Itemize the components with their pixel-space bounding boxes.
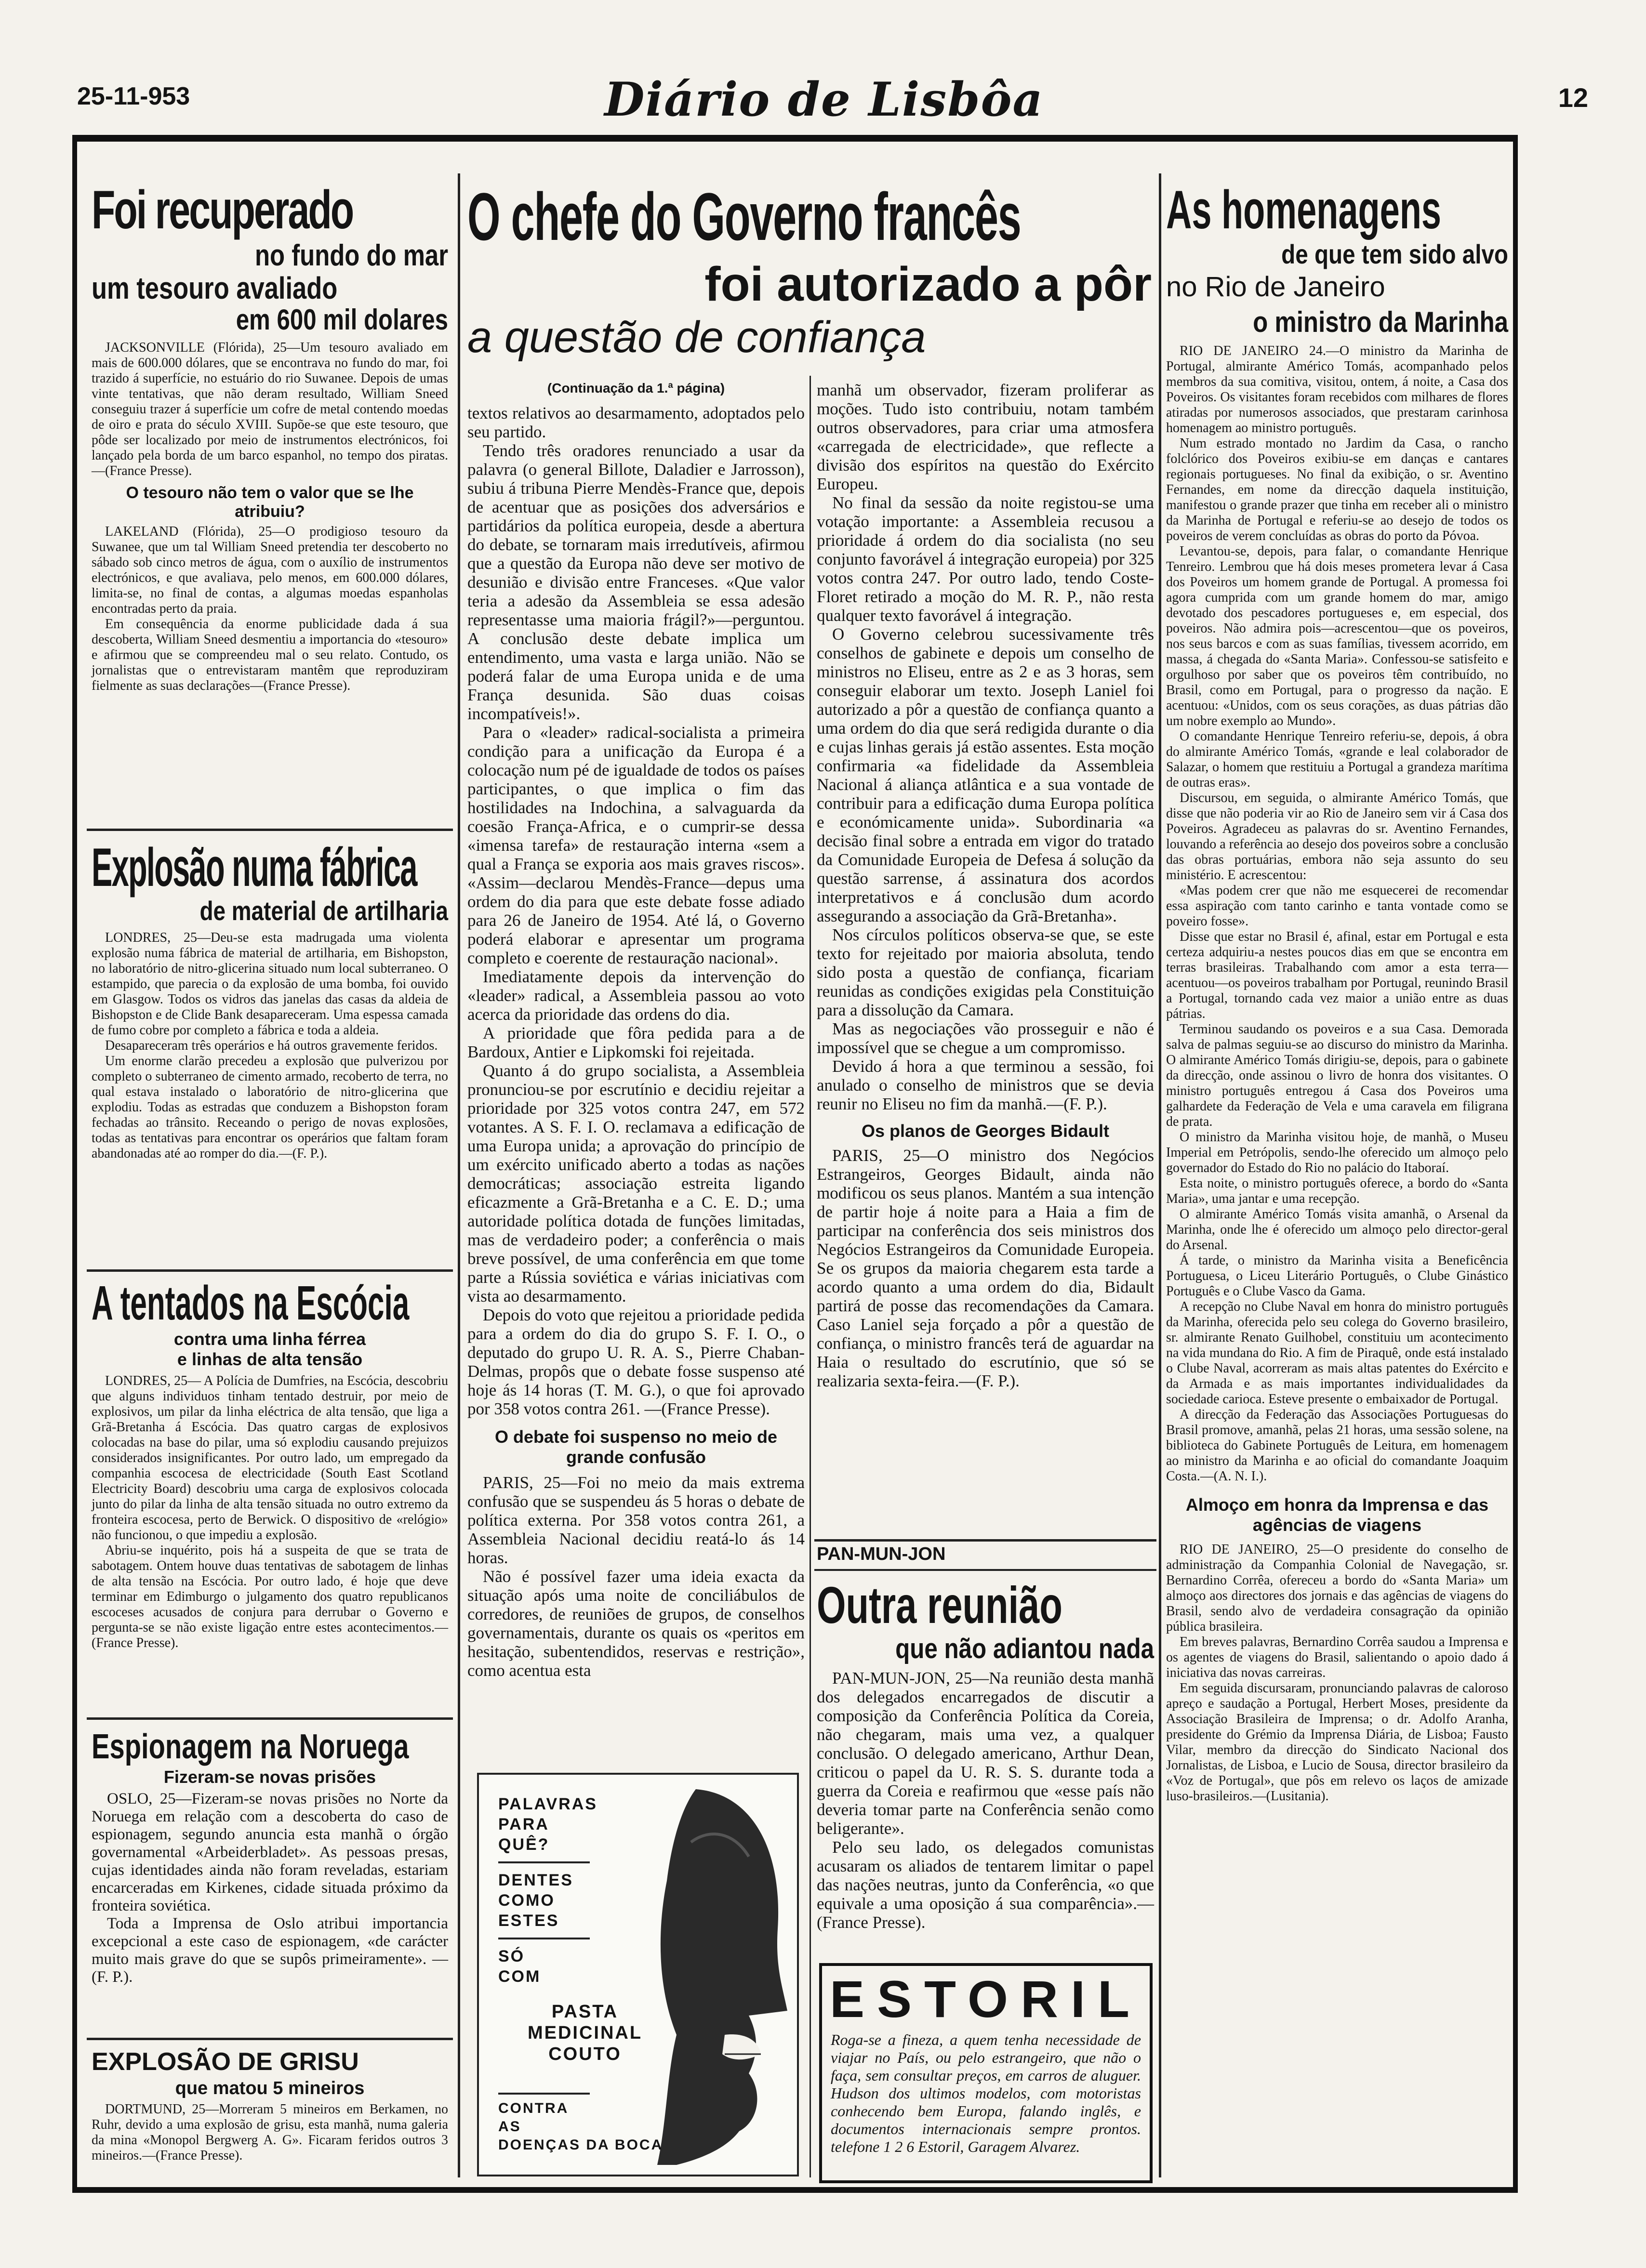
paragraph: Desapareceram três operários e há outros gravemente feridos.	[105, 1038, 438, 1053]
article-body	[467, 404, 805, 1418]
paragraph: Discursou, em seguida, o almirante Américo Tomás, que disse que não poderia vir ao Rio de Janeiro sem vir á Casa dos Poveiros. Agradeceu as palavras do sr. Aventino Fernandes, louvando a referência ao desejo dos poveiros sobre a conclusão das obras portuárias, embora não seja assunto do seu ministério. E acrescentou:	[1166, 791, 1508, 883]
ad-line: CONTRA	[498, 2100, 569, 2116]
headline-line2: que matou 5 mineiros	[175, 2078, 365, 2098]
column-separator	[1159, 173, 1161, 2177]
paragraph: Levantou-se, depois, para falar, o comandante Henrique Tenreiro. Lembrou que há dois meses prometera levar á Casa dos Poveiros um homem grande de Portugal. A promessa foi agora cumprida com um grande homem do mar, amigo devotado dos pescadores portugueses e, em especial, dos poveiros. Não admira pois—acrescentou—que os poveiros, nos seus barcos e com as suas famílias, tivessem acorrido, em massa, á chegada do «Santa Maria». Confessou-se satisfeito e orgulhoso por saber que os poveiros têm contribuído, no Brasil, como em Portugal, para o progresso da nação. E acentuou: «Unidos, com os seus corações, as duas pátrias dão um nobre exemplo ao Mundo».	[1166, 544, 1508, 728]
bottom-rule	[72, 2187, 1518, 2193]
article-body	[92, 524, 448, 694]
ad-footer-block	[498, 2093, 663, 2154]
ad-rule	[498, 2093, 590, 2095]
story-divider	[87, 829, 453, 831]
story-panmunjon	[817, 1544, 1154, 1932]
paragraph: O ministro da Marinha visitou hoje, de manhã, o Museu Imperial em Petrópolis, sendo-lhe oferecido um almoço pelo governador do Estado do Rio no palácio do Itaboraí.	[1166, 1130, 1508, 1175]
paragraph: Não é possível fazer uma ideia exacta da situação após uma noite de conciliábulos de corredores, de reuniões de grupos, de conselhos governamentais, durante os quais os «peritos em hesitação, subentendidos, reservas e restrição», como acentua esta	[467, 1567, 805, 1680]
paragraph: O almirante Américo Tomás visita amanhã, o Arsenal da Marinha, onde lhe é oferecido um almoço pelo director-geral do Arsenal.	[1166, 1207, 1508, 1253]
paragraph: Em breves palavras, Bernardino Corrêa saudou a Imprensa e os agentes de viagens do Brasil, salientando o apoio dado á iniciativa das novas carreiras.	[1166, 1635, 1508, 1680]
headline: EXPLOSÃO DE GRISU	[92, 2048, 359, 2076]
paragraph: No final da sessão da noite registou-se uma votação importante: a Assembleia recusou a prioridade á ordem do dia socialista (no seu conjunto favorável á integração europeia) por 325 votos contra 247. Por outro lado, tendo Coste-Floret retirado a moção do M. R. P., não resta qualquer texto favorável á integração.	[817, 493, 1154, 625]
headline-line2: de que tem sido alvo	[1281, 239, 1508, 269]
story-scotland	[92, 1276, 448, 1651]
ad-line: PARA	[498, 1815, 549, 1833]
article-body	[92, 930, 448, 1161]
dateline-label: PAN-MUN-JON	[817, 1544, 946, 1564]
paragraph: Disse que estar no Brasil é, afinal, estar em Portugal e esta certeza adquiriu-a nestes poucos dias em que se encontra em terras brasileiras. Trabalhando com amor a esta terra—acentuou—os poveiros trabalham por Portugal, reunindo Brasil a Portugal, tornando cada vez maior a união entre as duas pátrias.	[1166, 929, 1508, 1021]
paragraph: Em consequência da enorme publicidade dada á sua descoberta, William Sneed desmentiu a importancia do «tesouro» e afirmou que se compreendeu mal o seu relato. Contudo, os jornalistas que o entrevistaram mantêm que reproduziram fielmente as suas declarações—(France Presse).	[92, 617, 448, 693]
ad-text-block	[498, 1794, 597, 1987]
story-homenagens	[1166, 180, 1508, 1804]
top-rule	[72, 135, 1518, 142]
article-body	[817, 381, 1154, 1113]
ad-line: QUÊ?	[498, 1835, 550, 1854]
issue-date: 25-11-953	[77, 82, 190, 110]
paragraph: Em seguida discursaram, pronunciando palavras de caloroso apreço e saudação a Portugal, Herbert Moses, presidente da Associação Brasileira de Imprensa; o dr. Adolfo Aranha, presidente do Grémio da Imprensa Diária, de Lisboa; Fausto Vilar, membro da direcção do Sindicato Nacional dos Jornalistas, de Lisboa, e Lucio de Sousa, director brasileiro da «Voz de Portugal», que pôs em relevo os laços de amizade luso-brasileiros.—(Lusitania).	[1166, 1681, 1508, 1804]
main-column-b	[817, 381, 1154, 1390]
paragraph: Num estrado montado no Jardim da Casa, o rancho folclórico dos Poveiros exibiu-se em danças e cantares regionais portugueses. No final da exibição, o sr. Aventino Fernandes, em nome da direcção daquela instituição, manifestou o grande prazer que tinha em receber ali o ministro da Marinha de Portugal e referiu-se ao desejo de todos os poveiros de verem concluídas as obras do porto da Póvoa.	[1166, 436, 1508, 543]
paragraph: PAN-MUN-JON, 25—Na reunião desta manhã dos delegados encarregados de discutir a composição da Conferência Política da Coreia, não chegaram, mais uma vez, a qualquer conclusão. O delegado americano, Arthur Dean, criticou o papel da U. R. S. S. durante toda a guerra da Coreia e reafirmou que «esse país não deveria tomar parte na Conferência senão como beligerante».	[817, 1669, 1154, 1838]
headline: As homenagens	[1166, 180, 1441, 240]
headline-line3: no Rio de Janeiro	[1166, 271, 1385, 303]
subheading: Os planos de Georges Bidault	[861, 1121, 1110, 1141]
ad-line: COMO	[498, 1891, 555, 1910]
ad-line: SÓ	[498, 1947, 525, 1965]
toothpaste-advertisement	[477, 1773, 799, 2176]
paragraph: Á tarde, o ministro da Marinha visita a Beneficência Portuguesa, o Liceu Literário Português, o Clube Ginástico Português e o Clube Vasco da Gama.	[1166, 1253, 1508, 1299]
right-frame	[1513, 135, 1518, 2193]
paragraph: textos relativos ao desarmamento, adoptados pelo seu partido.	[467, 404, 805, 441]
headline-line3: e linhas de alta tensão	[177, 1349, 363, 1369]
headline: A tentados na Escócia	[92, 1276, 410, 1330]
paragraph: Mas as negociações vão prosseguir e não é impossível que se chegue a um compromisso.	[817, 1019, 1154, 1057]
paragraph: OSLO, 25—Fizeram-se novas prisões no Norte da Noruega em relação com a descoberta do caso de espionagem, segundo anuncia esta manhã o órgão governamental «Arbeiderbladet». As pessoas presas, cujas identidades ainda não foram reveladas, estariam encarceradas em Kirkenes, cidade situada próximo da fronteira soviética.	[92, 1790, 448, 1914]
ad-line: AS	[498, 2119, 521, 2135]
newspaper-title: Diário de Lisbôa	[604, 72, 1044, 127]
paragraph: «Mas podem crer que não me esquecerei de recomendar essa aspiração com tanto carinho e tanta vontade como se poveiro fosse».	[1166, 883, 1508, 929]
paragraph: manhã um observador, fizeram proliferar as moções. Tudo isto contribuiu, notam também outros observadores, para criar uma atmosfera «carregada de electricidade», que reflecte a divisão dos espíritos na questão do Exército Europeu.	[817, 381, 1154, 493]
paragraph: JACKSONVILLE (Flórida), 25—Um tesouro avaliado em mais de 600.000 dólares, que se encontrava no fundo do mar, foi trazido á superfície, no estuário do rio Suwanee. Depois de umas vinte tentativas, que não deram resultado, William Sneed conseguiu trazer á superfície um cofre de metal contendo moedas de oiro e prata do século XVIII. Supõe-se que este tesouro, que pôde ser localizado por meio de instrumentos electrónicos, foi lançado pela borda de um barco espanhol, no tempo dos piratas.—(France Presse).	[92, 340, 448, 478]
paragraph: Terminou saudando os poveiros e a sua Casa. Demorada salva de palmas seguiu-se ao discurso do ministro da Marinha. O almirante Américo Tomás dirigiu-se, depois, para o gabinete da direcção, onde assinou o livro de honra dos visitantes. O ministro português entregou á Casa dos Poveiros uma galhardete da Federação de Vela e uma caravela em filigrana de prata.	[1166, 1022, 1508, 1129]
paragraph: Nos círculos políticos observa-se que, se este texto for rejeitado por maioria absoluta, tendo sido posta a questão de confiança, ficariam reunidas as condições exigidas pela Constituição para a dissolução da Camara.	[817, 925, 1154, 1019]
article-body	[817, 1669, 1154, 1932]
paragraph: O comandante Henrique Tenreiro referiu-se, depois, á obra do almirante Américo Tomás, «grande e leal colaborador de Salazar, o homem que restituiu a Portugal a grandeza marítima de outras eras».	[1166, 729, 1508, 790]
ad-line: DENTES	[498, 1871, 573, 1889]
ad-line: COM	[498, 1967, 541, 1986]
headline-line3: um tesouro avaliado	[92, 271, 338, 305]
main-headline-line3: a questão de confiança	[467, 313, 926, 362]
article-body	[1166, 1542, 1508, 1804]
main-headline: O chefe do Governo francês	[467, 179, 1021, 254]
headline: Foi recuperado	[92, 180, 353, 240]
continuation-note: (Continuação da 1.ª página)	[547, 381, 725, 396]
article-body	[92, 2102, 448, 2163]
ad-rule	[498, 1938, 590, 1939]
subheading: O debate foi suspenso no meio de grande confusão	[494, 1427, 778, 1467]
paragraph: Para o «leader» radical-socialista a primeira condição para a unificação da Europa é a colocação num pé de igualdade de todos os países participantes, o que implica o fim das hostilidades na Indochina, a salvaguarda da coesão França-Africa, e o cumprir-se dessa «imensa tarefa» de restauração interna «sem a qual a França se exporia aos mais graves riscos». «Assim—declarou Mendès-France—depus uma ordem do dia para que este debate fosse adiado para 26 de Janeiro de 1954. Até lá, o Governo poderá elaborar e apresentar um programa completo e coerente de restauração nacional».	[467, 723, 805, 967]
subheading: O tesouro não tem o valor que se lhe atribuiu?	[126, 484, 414, 521]
paragraph: O Governo celebrou sucessivamente três conselhos de gabinete e depois um conselho de ministros no Eliseu, entre as 2 e as 3 horas, sem conseguir elaborar um texto. Joseph Laniel foi autorizado a pôr a questão de confiança quanto a uma ordem do dia que será redigida durante o dia e cujas linhas gerais já estão assentes. Esta moção confirmaria «a fidelidade da Assembleia Nacional á aliança atlântica e a sua vontade de contribuir para a edificação duma Europa política e económicamente unida». Subordinaria «a decisão final sobre a entrada em vigor do tratado da Comunidade Europeia de Defesa á solução da questão sarrense, á assinatura dos acordos interpretativos e á conclusão dum acordo assegurando a associação da Grã-Bretanha».	[817, 625, 1154, 925]
column-separator	[810, 376, 811, 2177]
paragraph: Tendo três oradores renunciado a usar da palavra (o general Billote, Daladier e Jarrosson), subiu á tribuna Pierre Mendès-France que, depois de acentuar que as posições dos adversários e partidários da política europeia, desde a abertura do debate, se tornaram mais irredutíveis, afirmou que a questão da Europa não deve ser motivo de desunião e divisão entre Franceses. «Que valor teria a adesão da Assembleia se essa adesão representasse uma maioria frágil?»—perguntou. A conclusão deste debate implica um entendimento, uma vasta e larga união. Não se poderá falar de uma Europa unida e de uma França desunida. São duas coisas incompatíveis!».	[467, 441, 805, 723]
paragraph: Toda a Imprensa de Oslo atribui importancia excepcional a este caso de espionagem, «de carácter muito mais grave do que se supôs primeiramente». —(F. P.).	[92, 1915, 448, 1986]
paragraph: Depois do voto que rejeitou a prioridade pedida para a ordem do dia do grupo S. F. I. O., o deputado do grupo U. R. A. S., Pierre Chaban-Delmas, propôs que o debate fosse suspenso até hoje ás 14 horas (T. M. G.), o que foi aprovado por 358 votos contra 261. —(France Presse).	[467, 1305, 805, 1418]
paragraph: Um enorme clarão precedeu a explosão que pulverizou por completo o subterraneo de cimento armado, recoberto de terra, no qual estava instalado o laboratório de nitro-glicerina que explodiu. Todas as estradas que conduzem a Bishopston foram fechadas ao trânsito. Receando o perigo de novas explosões, todas as tentativas para encontrar os operários que faltam foram abandonadas até ao romper do dia.—(F. P.).	[92, 1054, 448, 1161]
paragraph: Esta noite, o ministro português oferece, a bordo do «Santa Maria», uma jantar e uma recepção.	[1166, 1176, 1508, 1206]
story-norway	[92, 1729, 448, 1986]
ad-line: MEDICINAL	[527, 2023, 643, 2043]
subheading: Almoço em honra da Imprensa e das agências de viagens	[1185, 1495, 1489, 1535]
headline-line2: de material de artilharia	[199, 896, 448, 926]
headline-line2: que não adiantou nada	[895, 1633, 1154, 1664]
paragraph: Imediatamente depois da intervenção do «leader» radical, a Assembleia passou ao voto acerca da prioridade das ordens do dia.	[467, 967, 805, 1024]
label-rule	[814, 1569, 1156, 1571]
main-headline-block	[467, 179, 1152, 363]
ad-line: COUTO	[548, 2044, 622, 2064]
story-explosion	[92, 837, 448, 1161]
ad-line: PASTA	[551, 2002, 619, 2022]
main-headline-line2: foi autorizado a pôr	[704, 257, 1152, 311]
paragraph: RIO DE JANEIRO, 25—O presidente do conselho de administração da Companhia Colonial de Navegação, sr. Bernardino Corrêa, ofereceu a bordo do «Santa Maria» um almoço aos directores dos jornais e das agências de viagens do Brasil, sendo alvo de verdadeira consagração da opinião pública brasileira.	[1166, 1542, 1508, 1634]
headline: Outra reunião	[817, 1576, 1062, 1634]
paragraph: A prioridade que fôra pedida para a de Bardoux, Antier e Lipkomski foi rejeitada.	[467, 1024, 805, 1061]
paragraph: RIO DE JANEIRO 24.—O ministro da Marinha de Portugal, almirante Américo Tomás, acompanhado pelos membros da sua comitiva, visitou, ontem, á noite, a Casa dos Poveiros. Os visitantes foram recebidos com milhares de flores atiradas por numerosos associados, que prestaram carinhosa homenagem ao ministro português.	[1166, 343, 1508, 435]
story-divider	[87, 2038, 453, 2040]
paragraph: A recepção no Clube Naval em honra do ministro português da Marinha, oferecida pelo seu colega do Governo brasileiro, sr. almirante Renato Guilhobel, constituiu um acontecimento na vida mundana do Rio. A fim de Piraquê, onde está instalado o Clube Naval, acorreram as mais altas patentes do Exército e da Armada e as mais importantes individualidades da sociedade carioca. Esteve presente o embaixador de Portugal.	[1166, 1299, 1508, 1407]
paragraph: DORTMUND, 25—Morreram 5 mineiros em Berkamen, no Ruhr, devido a uma explosão de grisu, esta manhã, numa galeria da mina «Monopol Bergwerg A. G». Ficaram feridos outros 3 mineiros.—(France Presse).	[92, 2102, 448, 2163]
ad-product-block	[508, 2001, 662, 2065]
page-number: 12	[1558, 82, 1588, 113]
paragraph: PARIS, 25—O ministro dos Negócios Estrangeiros, Georges Bidault, ainda não modificou os seus planos. Mantém a sua intenção de partir hoje á noite para a Haia a fim de participar na conferência dos seis ministros dos Negócios Estrangeiros da Comunidade Europeia. Se os grupos da maioria chegarem esta tarde a acordo quanto a uma ordem do dia, Bidault partirá de posse das recomendações da Camara. Caso Laniel seja forçado a pôr a questão de confiança, o ministro francês terá de aguardar na Haia o resultado do escrutínio, que só se realizaria sexta-feira.—(F. P.).	[817, 1146, 1154, 1390]
headline-line2: contra uma linha férrea	[173, 1329, 366, 1349]
estoril-text: Roga-se a fineza, a quem tenha necessidade de viajar no País, ou pelo estrangeiro, que não o faça, sem consultar preços, em carros de aluguer. Hudson dos ultimos modelos, com motoristas conhecendo bem Europa, falando inglês, e documentos internacionais sempre prontos. telefone 1 2 6 Estoril, Garagem Alvarez.	[831, 2031, 1141, 2155]
story-divider	[87, 1717, 453, 1720]
article-body	[467, 1473, 805, 1680]
story-grisu	[92, 2047, 448, 2163]
ad-rule	[498, 1861, 590, 1863]
story-divider	[87, 1269, 453, 1272]
ad-line: ESTES	[498, 1912, 559, 1930]
paragraph: LONDRES, 25—Deu-se esta madrugada uma violenta explosão numa fábrica de material de artilharia, em Bishopston, no laboratório de nitro-glicerina situado num local subterraneo. O estampido, que parecia o da explosão de uma bomba, foi ouvido em Glasgow. Todos os vidros das janelas das casas da aldeia de Bishopston e de Clide Bank desapareceram. Uma espessa camada de fumo cobre por completo a fábrica e toda a aldeia.	[92, 930, 448, 1038]
estoril-title: ESTORIL	[829, 1970, 1142, 2028]
main-column-a	[467, 381, 805, 1680]
paragraph: Devido á hora a que terminou a sessão, foi anulado o conselho de ministros que se devia reunir no Eliseu no fim da manhã.—(F. P.).	[817, 1057, 1154, 1113]
headline-line2: Fizeram-se novas prisões	[163, 1767, 376, 1787]
estoril-notice	[819, 1963, 1153, 2183]
left-frame	[72, 135, 77, 2193]
article-body	[92, 1373, 448, 1651]
headline: Explosão numa fábrica	[92, 837, 417, 897]
paragraph: A direcção da Federação das Associações Portuguesas do Brasil promove, amanhã, pelas 21 horas, uma sessão solene, na biblioteca do Gabinete Português de Leitura, em homenagem ao ministro da Marinha e ao oficial do comandante Joaquim Costa.—(A. N. I.).	[1166, 1407, 1508, 1484]
column-separator	[458, 173, 460, 2177]
paragraph: Pelo seu lado, os delegados comunistas acusaram os aliados de tentarem limitar o papel das nações neutras, junto da Conferência, «o que equivale a uma oposição á sua comparência».—(France Presse).	[817, 1838, 1154, 1932]
headline-line4: o ministro da Marinha	[1253, 306, 1508, 338]
story-treasure	[92, 180, 448, 694]
paragraph: Abriu-se inquérito, pois há a suspeita de que se trata de sabotagem. Ontem houve duas tentativas de sabotagem de linhas de alta tensão na Escócia. Por outro lado, é hoje que deve terminar em Edimburgo o julgamento dos quatro republicanos escoceses acusados de conjura para derrubar o Governo e pergunta-se se não existe ligação entre estes acontecimentos.—(France Presse).	[92, 1543, 448, 1650]
paragraph: LONDRES, 25— A Polícia de Dumfries, na Escócia, descobriu que alguns individuos tinham tentado destruir, por meio de explosivos, um pilar da linha eléctrica de alta tensão, que liga a Grã-Bretanha á Escócia. Das quatro cargas de explosivos colocadas na base do pilar, uma só explodiu causando prejuizos considerados insignificantes. Por outro lado, um empregado da companhia escocesa de electricidade (South East Scotland Electricity Board) descobriu uma carga de explosivos colocada junto do pilar da linha de alta tensão situada no outro extremo da fronteira escocesa, perto de Berwick. O dispositivo de «relógio» não funcionou, o que impediu a explosão.	[92, 1373, 448, 1543]
article-body	[1166, 343, 1508, 1484]
ad-line: PALAVRAS	[498, 1795, 597, 1813]
headline-line4: em 600 mil dolares	[236, 303, 448, 336]
headline-line2: no fundo do mar	[254, 239, 448, 272]
article-body	[92, 1790, 448, 1986]
article-body	[817, 1146, 1154, 1390]
headline: Espionagem na Noruega	[92, 1727, 409, 1766]
story-divider	[814, 1539, 1156, 1542]
article-body	[92, 340, 448, 479]
ad-line: DOENÇAS DA BOCA	[498, 2137, 664, 2153]
paragraph: Quanto á do grupo socialista, a Assembleia pronunciou-se por escrutínio e decidiu rejeitar a prioridade por 325 votos contra 247, em 572 votantes. A S. F. I. O. reclamava a edificação de uma Europa unida; a aprovação do princípio de um exército unificado aberto a todas as nações democráticas; associação estreita ligando eficazmente a Grã-Bretanha e a C. E. D.; uma autoridade política dotada de funções limitadas, mas de verdadeiro poder; a conferência o mais breve possível, de uma conferência em que tome parte a Rússia soviética e várias iniciativas com vista ao desarmamento.	[467, 1061, 805, 1305]
paragraph: PARIS, 25—Foi no meio da mais extrema confusão que se suspendeu ás 5 horas o debate de política externa. Por 358 votos contra 261, a Assembleia Nacional decidiu reatá-lo ás 14 horas.	[467, 1473, 805, 1567]
paragraph: LAKELAND (Flórida), 25—O prodigioso tesouro da Suwanee, que um tal William Sneed pretendia ter descoberto no sábado sob cinco metros de água, com o auxílio de instrumentos electrónicos, e que avaliava, pelo menos, em 600.000 dólares, limita-se, no final de contas, a algumas moedas espanholas encontradas perto da praia.	[92, 524, 448, 616]
